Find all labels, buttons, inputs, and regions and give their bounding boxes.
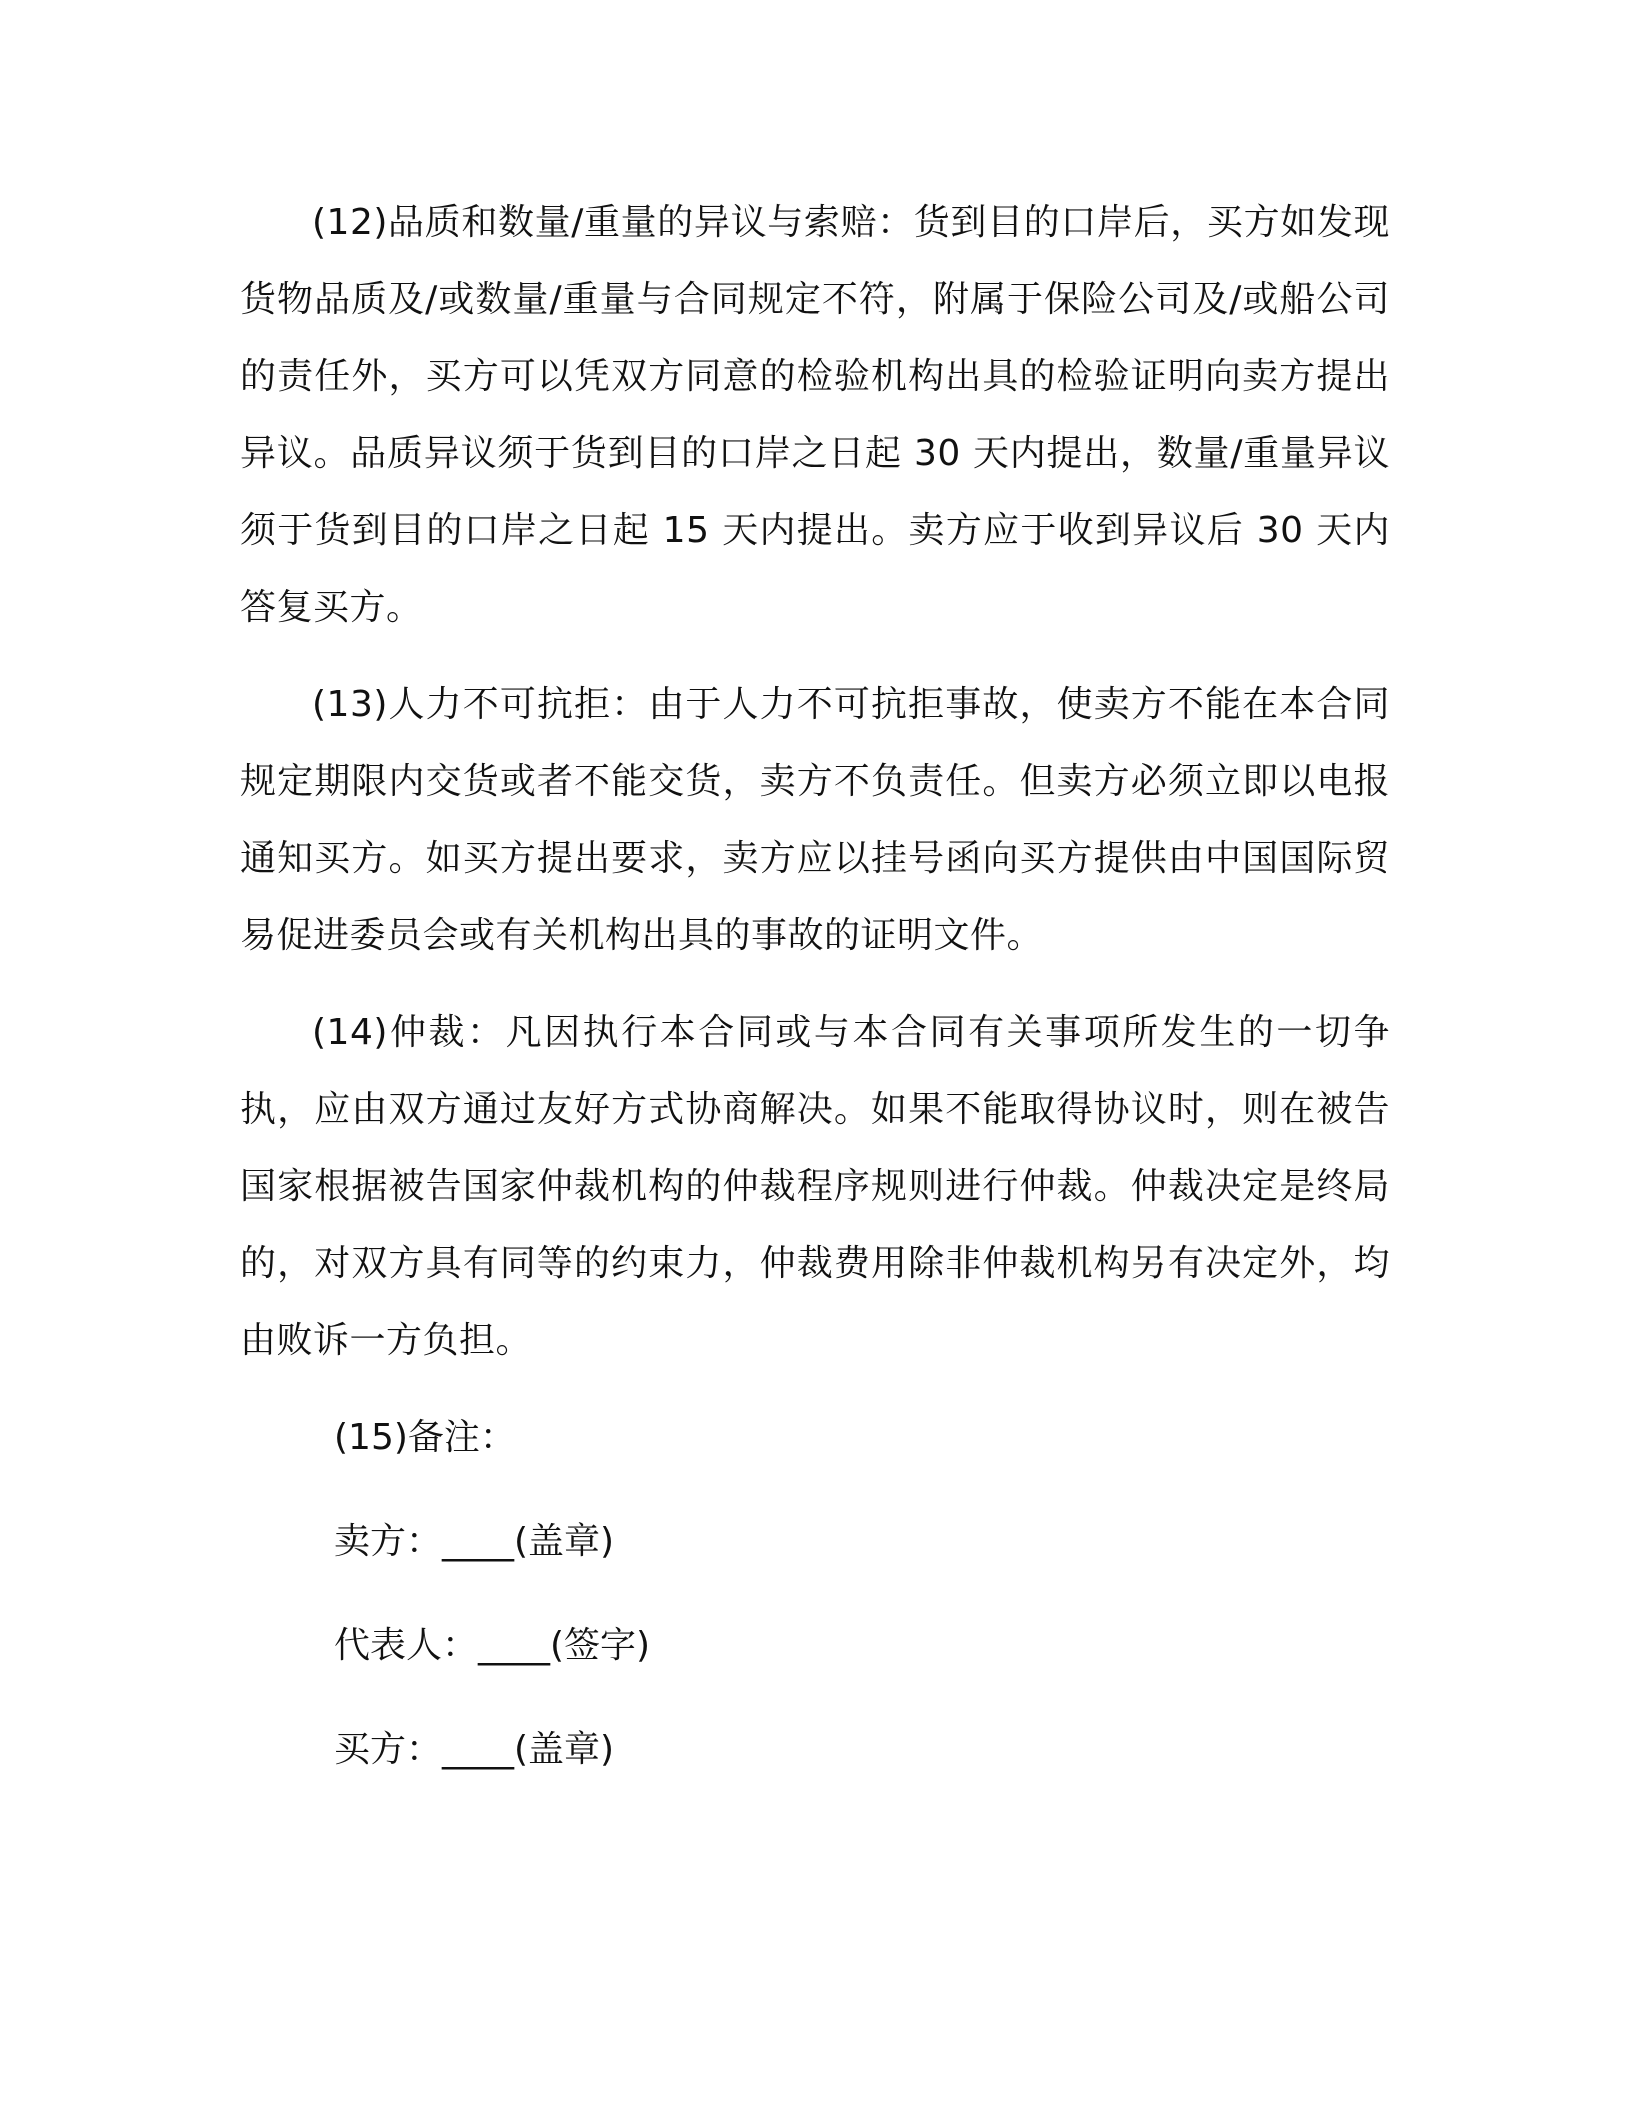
- clause-13: (13)人力不可抗拒：由于人力不可抗拒事故，使卖方不能在本合同规定期限内交货或者不能交货，卖方不负责任。但卖方必须立即以电报通知买方。如买方提出要求，卖方应以挂号函向买方提供由中国国际贸易促进委员会或有关机构出具的事故的证明文件。: [240, 684, 1390, 956]
- buyer-signature-line: 买方：____(盖章): [334, 1729, 615, 1770]
- clause-14: (14)仲裁：凡因执行本合同或与本合同有关事项所发生的一切争执，应由双方通过友好方式协商解决。如果不能取得协议时，则在被告国家根据被告国家仲裁机构的仲裁程序规则进行仲裁。仲裁决定是终局的，对双方具有同等的约束力，仲裁费用除非仲裁机构另有决定外，均由败诉一方负担。: [240, 1012, 1390, 1361]
- clause-15-remarks: (15)备注：: [334, 1417, 516, 1458]
- clause-12: (12)品质和数量/重量的异议与索赔：货到目的口岸后，买方如发现货物品质及/或数量/重量与合同规定不符，附属于保险公司及/或船公司的责任外，买方可以凭双方同意的检验机构出具的检验证明向卖方提出异议。品质异议须于货到目的口岸之日起 30 天内提出，数量/重量异议须于货到目的口岸之日起 15 天内提出。卖方应于收到异议后 30 天内答复买方。: [240, 202, 1390, 628]
- representative-signature-line: 代表人：____(签字): [334, 1625, 651, 1666]
- document-page: [240, 184, 1390, 1788]
- seller-signature-line: 卖方：____(盖章): [334, 1521, 615, 1562]
